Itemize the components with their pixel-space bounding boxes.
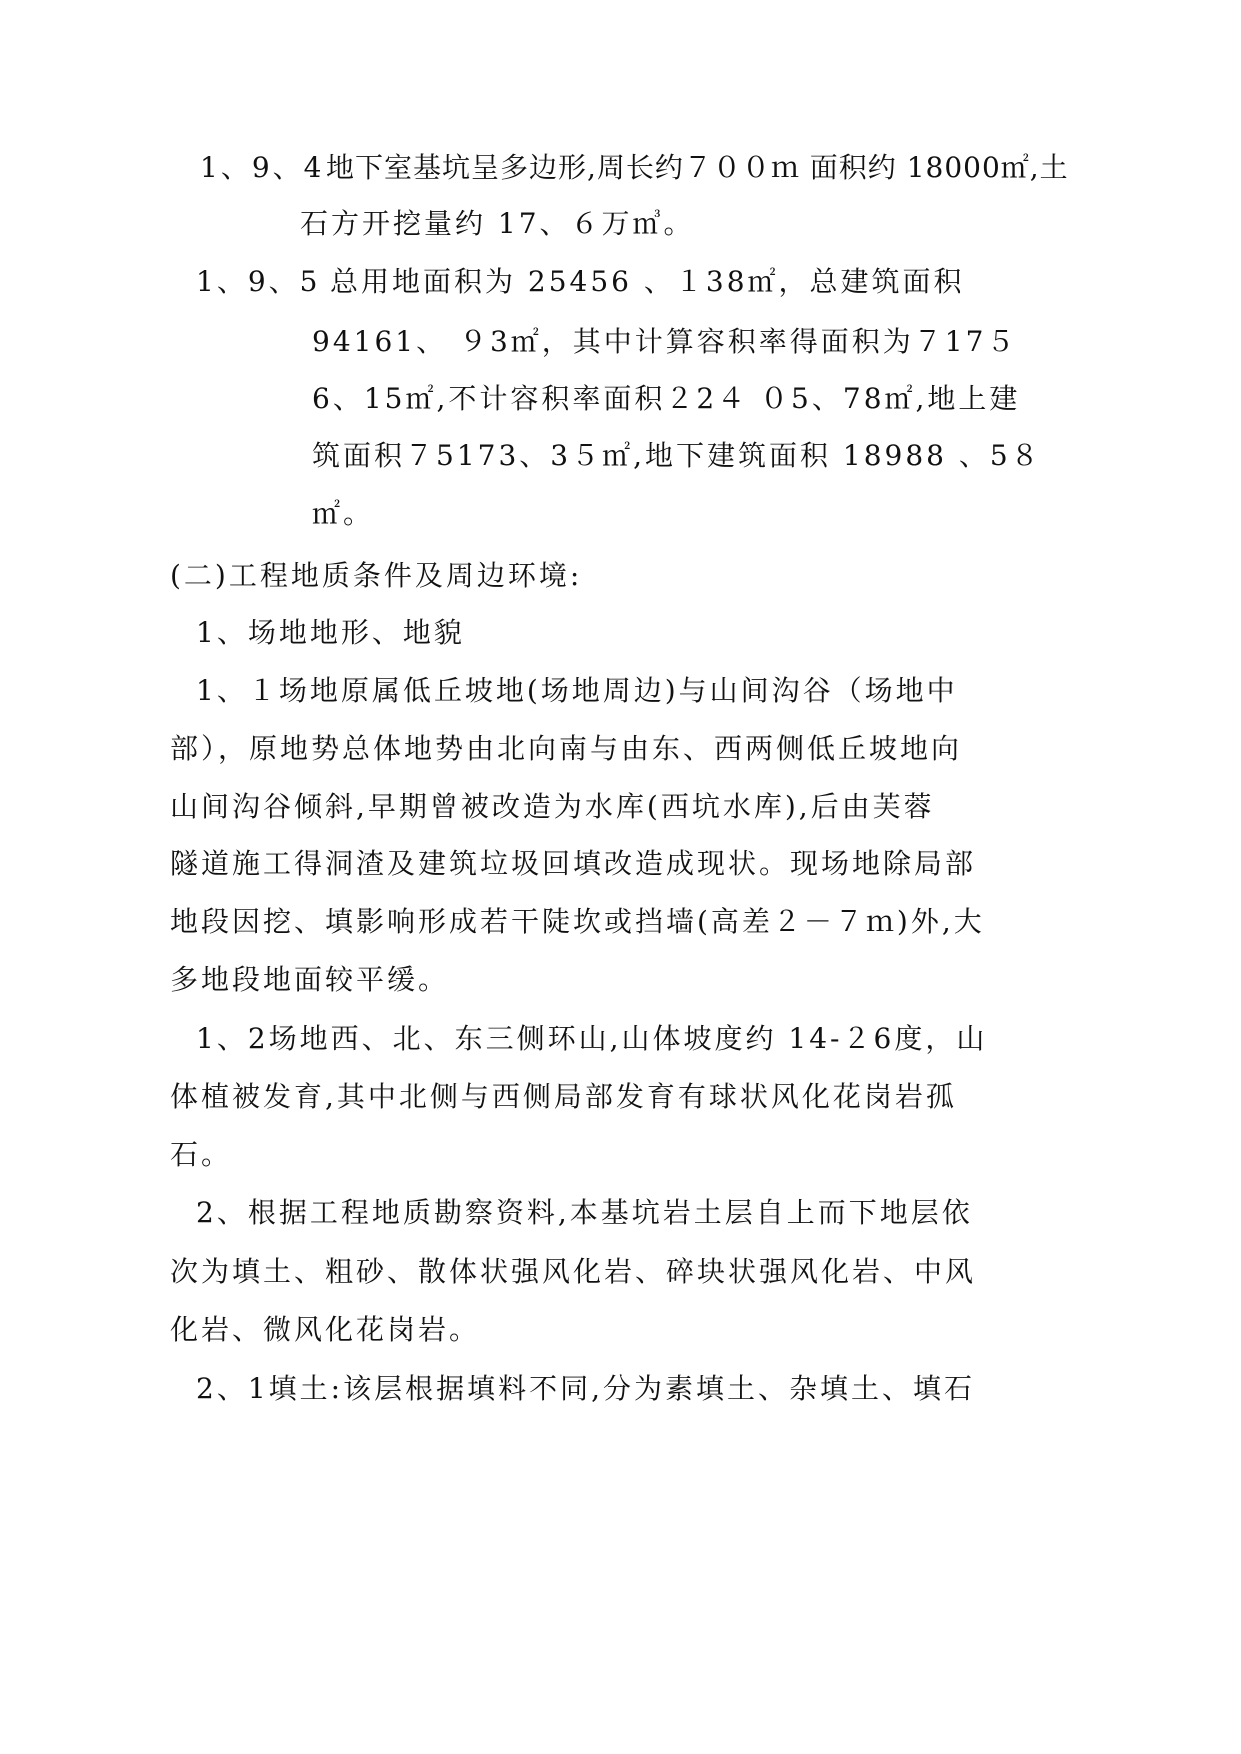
paragraph-line: 地段因挖、填影响形成若干陡坎或挡墙(高差２－７ｍ)外,大 xyxy=(170,905,985,938)
item-text-line: 地下室基坑呈多边形,周长约７００ｍ 面积约 18000㎡,土 xyxy=(326,151,1069,184)
paragraph-line: 化岩、微风化花岗岩。 xyxy=(170,1313,481,1346)
paragraph-line: 体植被发育,其中北侧与西侧局部发育有球状风化花岗岩孤 xyxy=(170,1080,957,1113)
paragraph-line: 山间沟谷倾斜,早期曾被改造为水库(西坑水库),后由芙蓉 xyxy=(170,790,935,823)
paragraph-line: 石。 xyxy=(170,1138,233,1171)
item-number: 1、9、4 xyxy=(200,151,325,184)
paragraph-line: 次为填土、粗砂、散体状强风化岩、碎块状强风化岩、中风 xyxy=(170,1255,977,1288)
paragraph-line: 2、根据工程地质勘察资料,本基坑岩土层自上而下地层依 xyxy=(196,1196,973,1229)
item-text-line: 94161、 ９3㎡，其中计算容积率得面积为７17５ xyxy=(312,325,1018,358)
item-text-line: ㎡。 xyxy=(312,497,375,530)
paragraph-line: 1、１场地原属低丘坡地(场地周边)与山间沟谷（场地中 xyxy=(196,674,958,707)
paragraph-line: 隧道施工得洞渣及建筑垃圾回填改造成现状。现场地除局部 xyxy=(170,847,977,880)
paragraph-line: 2、1填土:该层根据填料不同,分为素填土、杂填土、填石 xyxy=(196,1372,975,1405)
paragraph-line: 部），原地势总体地势由北向南与由东、西两侧低丘坡地向 xyxy=(170,732,963,765)
paragraph-line: 1、2场地西、北、东三侧环山,山体坡度约 14-２6度，山 xyxy=(196,1022,988,1055)
item-text-line: 6、15㎡,不计容积率面积２2４ ０5、78㎡,地上建 xyxy=(312,382,1021,415)
paragraph-line: 多地段地面较平缓。 xyxy=(170,963,450,996)
item-text-line: 筑面积７5173、3５㎡,地下建筑面积 18988 、5８ xyxy=(312,439,1042,472)
item-text-line: 石方开挖量约 17、６万㎥。 xyxy=(300,207,695,240)
item-text-line: 总用地面积为 25456 、１38㎡，总建筑面积 xyxy=(330,265,965,298)
sub-heading: 1、场地地形、地貌 xyxy=(196,616,465,649)
item-number: 1、9、5 xyxy=(196,265,321,298)
section-heading: (二)工程地质条件及周边环境: xyxy=(170,559,583,592)
